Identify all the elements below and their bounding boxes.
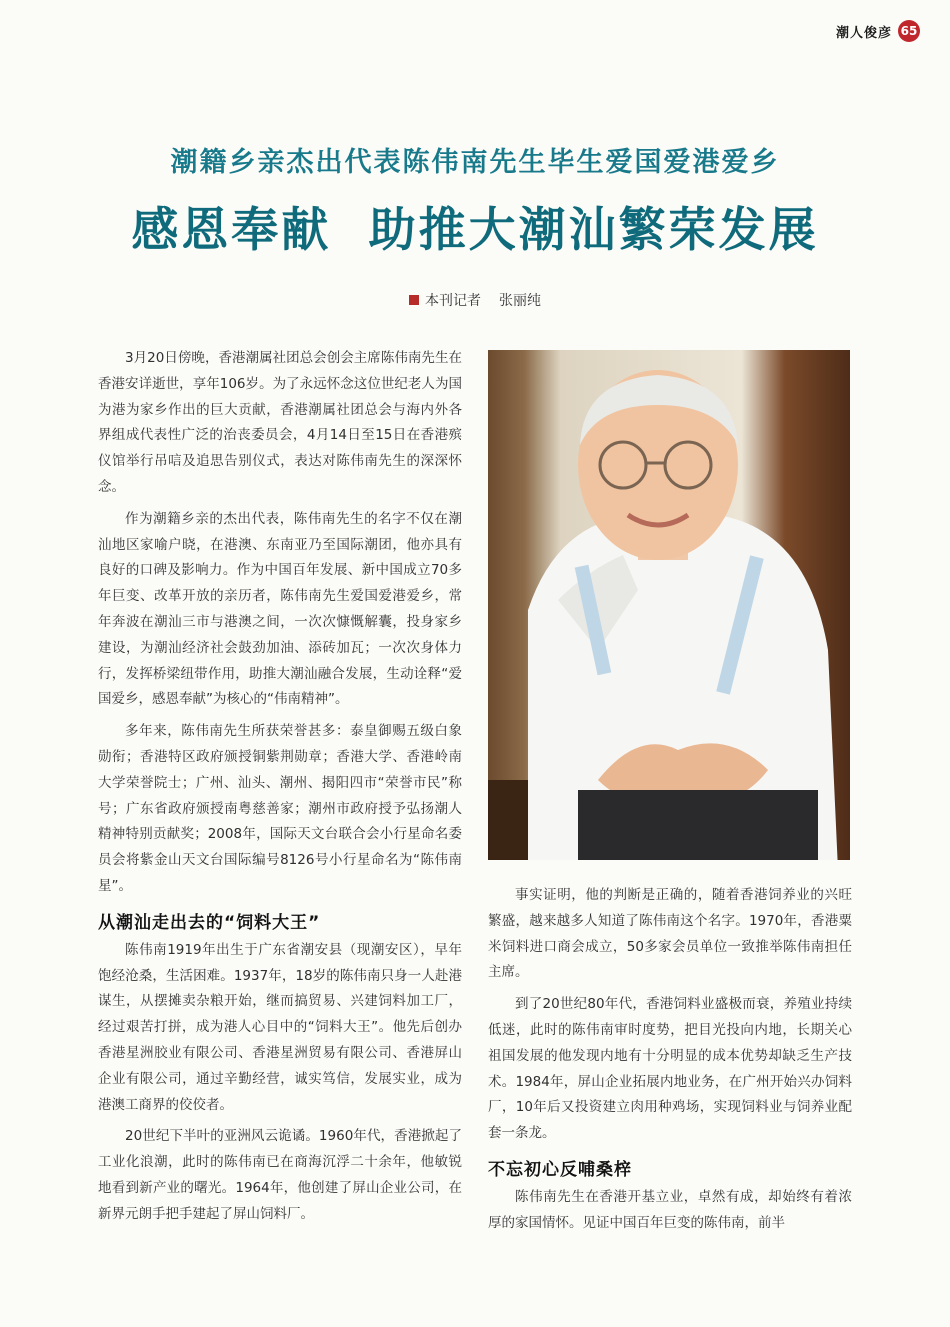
right-column [488,883,852,1243]
paragraph: 多年来，陈伟南先生所获荣誉甚多：泰皇御赐五级白象勋衔；香港特区政府颁授铜紫荆勋章；香港大学、香港岭南大学荣誉院士；广州、汕头、潮州、揭阳四市“荣誉市民”称号；广东省政府颁授南粤慈善家；潮州市政府授予弘扬潮人精神特别贡献奖；2008年，国际天文台联合会小行星命名委员会将紫金山天文台国际编号8126号小行星命名为“陈伟南星”。 [98,723,462,894]
left-column [98,346,462,1234]
paragraph: 到了20世纪80年代，香港饲料业盛极而衰，养殖业持续低迷，此时的陈伟南审时度势，把目光投向内地，长期关心祖国发展的他发现内地有十分明显的成本优势却缺乏生产技术。1984年，屏山企业拓展内地业务，在广州开始兴办饲料厂，10年后又投资建立肉用种鸡场，实现饲料业与饲养业配套一条龙。 [488,996,852,1142]
portrait-illustration [488,350,850,860]
paragraph: 3月20日傍晚，香港潮属社团总会创会主席陈伟南先生在香港安详逝世，享年106岁。为了永远怀念这位世纪老人为国为港为家乡作出的巨大贡献，香港潮属社团总会与海内外各界组成代表性广泛的治丧委员会，4月14日至15日在香港殡仪馆举行吊唁及追思告别仪式，表达对陈伟南先生的深深怀念。 [98,350,462,495]
byline-role: 本刊记者 [425,293,481,309]
article-subtitle: 潮籍乡亲杰出代表陈伟南先生毕生爱国爱港爱乡 [170,147,780,178]
paragraph: 陈伟南先生在香港开基立业，卓然有成，却始终有着浓厚的家国情怀。见证中国百年巨变的陈伟南，前半 [488,1188,852,1231]
section-heading: 从潮汕走出去的“饲料大王” [98,912,321,933]
portrait-photo [488,350,850,860]
section-heading: 不忘初心反哺桑梓 [488,1159,632,1180]
byline [0,290,950,310]
paragraph: 作为潮籍乡亲的杰出代表，陈伟南先生的名字不仅在潮汕地区家喻户晓，在港澳、东南亚乃至国际潮团，他亦具有良好的口碑及影响力。作为中国百年发展、新中国成立70多年巨变、改革开放的亲历者，陈伟南先生爱国爱港爱乡，常年奔波在潮汕三市与港澳之间，一次次慷慨解囊，投身家乡建设，为潮汕经济社会鼓劲加油、添砖加瓦；一次次身体力行，发挥桥梁纽带作用，助推大潮汕融合发展，生动诠释“爱国爱乡，感恩奉献”为核心的“伟南精神”。 [98,510,462,708]
paragraph: 陈伟南1919年出生于广东省潮安县（现潮安区），早年饱经沧桑，生活困难。1937年，18岁的陈伟南只身一人赴港谋生，从摆摊卖杂粮开始，继而搞贸易、兴建饲料加工厂，经过艰苦打拼，成为港人心目中的“饲料大王”。他先后创办香港星洲胶业有限公司、香港星洲贸易有限公司、香港屏山企业有限公司，通过辛勤经营，诚实笃信，发展实业，成为港澳工商界的佼佼者。 [98,941,462,1113]
article-title: 感恩奉献 助推大潮汕繁荣发展 [131,203,819,258]
page-number: 65 [898,20,920,42]
paragraph: 事实证明，他的判断是正确的，随着香港饲养业的兴旺繁盛，越来越多人知道了陈伟南这个名字。1970年，香港粟米饲料进口商会成立，50多家会员单位一致推举陈伟南担任主席。 [488,887,852,981]
paragraph: 20世纪下半叶的亚洲风云诡谲。1960年代，香港掀起了工业化浪潮，此时的陈伟南已在商海沉浮二十余年，他敏锐地看到新产业的曙光。1964年，他创建了屏山企业公司，在新界元朗手把手建起了屏山饲料厂。 [98,1128,462,1222]
byline-marker [409,295,419,305]
section-name: 潮人俊彦 [835,25,892,41]
byline-author: 张丽纯 [499,293,541,309]
page-header [836,20,920,42]
